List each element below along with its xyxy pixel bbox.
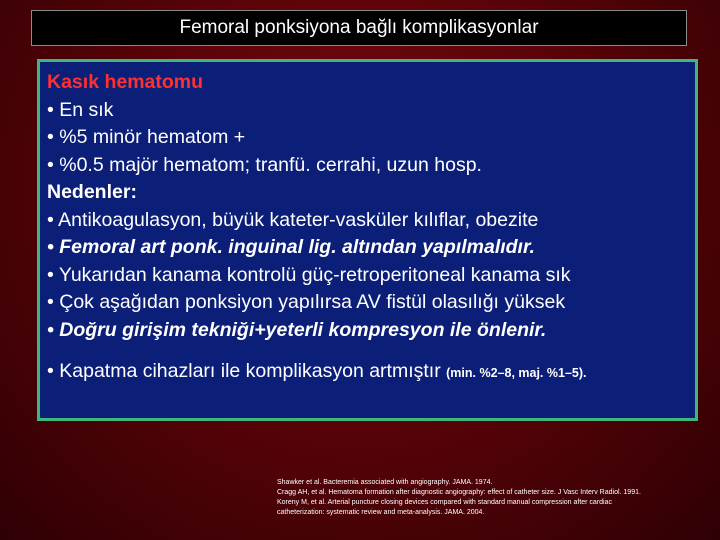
bullet-en-sik: • En sık (47, 98, 114, 121)
closure-main-text: • Kapatma cihazları ile komplikasyon artmıştır (47, 360, 447, 382)
references (277, 478, 641, 518)
closure-stats: (min. %2–8, maj. %1–5). (446, 366, 587, 380)
bullet-dogru-girisim: • Doğru girişim tekniği+yeterli kompresyon ile önlenir. (47, 318, 547, 341)
heading-kasik-hematomu: Kasık hematomu (47, 71, 204, 93)
bullet-cok-asagidan: • Çok aşağıdan ponksiyon yapılırsa AV fistül olasılığı yüksek (47, 291, 566, 313)
bullet-yukaridan: • Yukarıdan kanama kontrolü güç-retroperitoneal kanama sık (47, 263, 571, 286)
reference-4: catheterization: systematic review and meta-analysis. JAMA. 2004. (277, 509, 485, 516)
bullet-femoral-art: • Femoral art ponk. inguinal lig. altından yapılmalıdır. (47, 236, 535, 258)
reference-2: Cragg AH, et al. Hematoma formation after diagnostic angiography: effect of catheter size. J Vasc Interv Radiol. 1991. (277, 489, 641, 496)
slide-title: Femoral ponksiyona bağlı komplikasyonlar (31, 10, 687, 46)
heading-nedenler: Nedenler: (47, 181, 137, 203)
bullet-antikoagulasyon: • Antikoagulasyon, büyük kateter-vasküler kılıflar, obezite (47, 208, 539, 231)
reference-3: Koreny M, et al. Arterial puncture closing devices compared with standard manual compression after cardiac (277, 499, 612, 506)
reference-1: Shawker et al. Bacteremia associated with angiography. JAMA. 1974. (277, 479, 493, 486)
content-panel (37, 59, 698, 421)
bullet-kapatma-cihazlari (47, 358, 695, 388)
bullet-major-hematom: • %0.5 majör hematom; tranfü. cerrahi, uzun hosp. (47, 153, 482, 176)
bullet-minor-hematom: • %5 minör hematom + (47, 126, 246, 148)
